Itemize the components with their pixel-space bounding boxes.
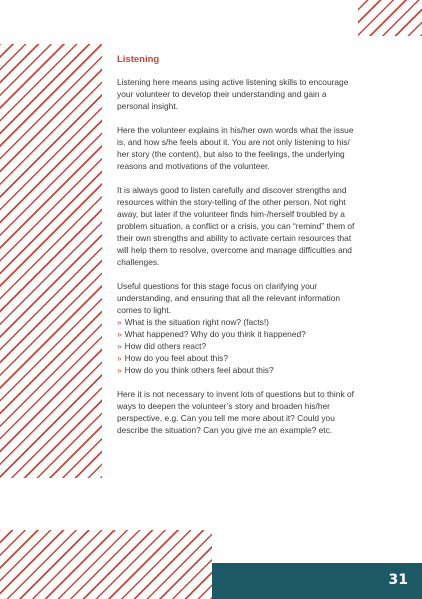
bullet-icon: »	[117, 341, 122, 351]
paragraph-intro: Listening here means using active listening skills to encourage your volunteer to develop their understanding and gain a personal insight.	[117, 77, 349, 111]
section-title: Listening	[117, 54, 160, 65]
list-item	[117, 364, 360, 376]
question-text: How do you feel about this?	[124, 353, 229, 363]
list-item	[117, 316, 360, 328]
paragraph-closing: Here it is not necessary to invent lots of questions but to think of ways to deepen the volunteer’s story and broaden his/her perspective, e.g. Can you tell me more about it? Could you describe the situation? Can you give me an example? etc.	[117, 389, 354, 435]
paragraph-strengths: It is always good to listen carefully and discover strengths and resources within the story-telling of the other person. Not right away, but later if the volunteer finds him-/herself troubled by a problem situation, a conflict or a crisis, you can “remind” them of their own strengths and ability to activate certain resources that will help them to resolve, overcome and manage difficulties and challenges.	[117, 185, 355, 267]
decorative-stripes-bottom	[0, 530, 212, 599]
main-content	[117, 54, 360, 448]
question-text: How did others react?	[124, 341, 207, 351]
page-number: 31	[388, 572, 408, 588]
question-text: What happened? Why do you think it happened?	[124, 329, 306, 339]
paragraph-questions-intro: Useful questions for this stage focus on clarifying your understanding, and ensuring that all the relevant information comes to light.	[117, 281, 341, 315]
question-text: How do you think others feel about this?	[124, 365, 274, 375]
bullet-icon: »	[117, 317, 122, 327]
paragraph-explains: Here the volunteer explains in his/her own words what the issue is, and how s/he feels about it. You are not only listening to his/ her story (the content), but also to the feelings, the underlying reasons and motivations of the volunteer.	[117, 125, 354, 171]
bullet-icon: »	[117, 353, 122, 363]
bullet-icon: »	[117, 329, 122, 339]
list-item	[117, 340, 360, 352]
decorative-stripes-top-right	[358, 0, 422, 36]
list-item	[117, 328, 360, 340]
question-text: What is the situation right now? (facts!)	[124, 317, 269, 327]
list-item	[117, 352, 360, 364]
bullet-icon: »	[117, 365, 122, 375]
decorative-stripes-left	[0, 44, 102, 478]
footer-bar	[212, 563, 422, 599]
question-list	[117, 316, 360, 376]
